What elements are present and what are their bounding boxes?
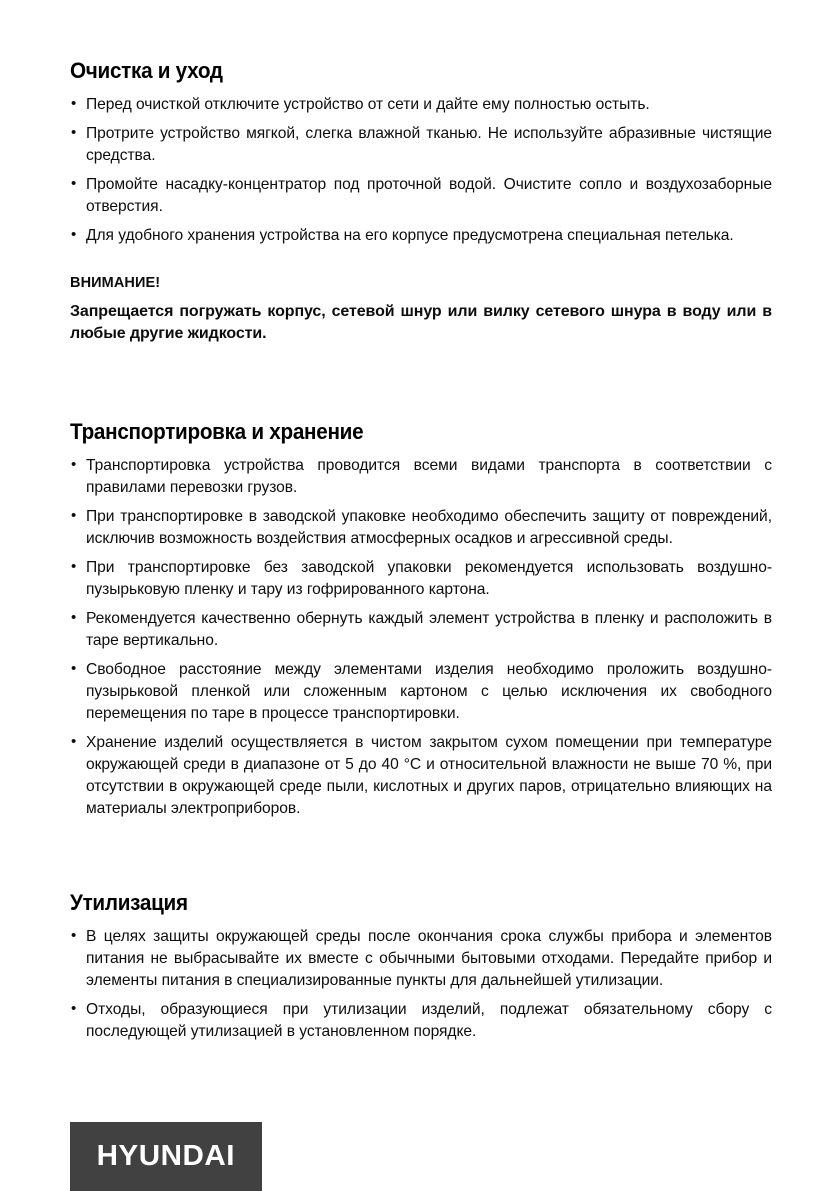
list-item-text: • В целях защиты окружающей среды после окончания срока службы прибора и элементов питания не выбрасывайте их вместе с обычными бытовыми отходами. Передайте прибор и элементы питания в специализированные пункты для дальнейшей утилизации. [86,928,772,989]
list-item-text: • При транспортировке без заводской упаковки рекомендуется использовать воздушно-пузырьковую пленку и тару из гофрированного картона. [86,559,772,598]
section-heading-disposal: Утилизация [70,890,188,915]
list-item [70,455,772,499]
document-content [70,58,772,1043]
list-item [70,926,772,992]
list-item-text: • Промойте насадку-концентратор под проточной водой. Очистите сопло и воздухозаборные отверстия. [86,176,772,215]
list-item-text: • Отходы, образующиеся при утилизации изделий, подлежат обязательному сбору с последующей утилизацией в установленном порядке. [86,1001,772,1040]
list-item [70,557,772,601]
list-item-text: • Рекомендуется качественно обернуть каждый элемент устройства в пленку и расположить в таре вертикально. [86,610,772,649]
list-item-text: • Перед очисткой отключите устройство от сети и дайте ему полностью остыть. [86,96,650,113]
section-cleaning-and-care [70,58,772,247]
bullet-list-cleaning-and-care [70,94,772,247]
hyundai-logo [70,1122,262,1191]
bullet-list-transport-and-storage [70,455,772,820]
list-item-text: • Хранение изделий осуществляется в чистом закрытом сухом помещении при температуре окружающей среди в диапазоне от 5 до 40 °С и относительной влажности не выше 70 %, при отсутствии в окружающей среде пыли, кислотных и других паров, отрицательно влияющих на материалы электроприборов. [86,734,772,817]
hyundai-logo-text: HYUNDAI [96,1140,236,1172]
list-item [70,174,772,218]
list-item [70,732,772,820]
warning-block [70,273,772,345]
list-item-text: • Транспортировка устройства проводится всеми видами транспорта в соответствии с правилами перевозки грузов. [86,457,772,496]
list-item [70,123,772,167]
section-heading-cleaning-and-care: Очистка и уход [70,58,223,83]
list-item-text: • При транспортировке в заводской упаковке необходимо обеспечить защиту от повреждений, исключив возможность воздействия атмосферных осадков и агрессивной среды. [86,508,772,547]
list-item-text: • Протрите устройство мягкой, слегка влажной тканью. Не используйте абразивные чистящие средства. [86,125,772,164]
warning-body-text: Запрещается погружать корпус, сетевой шнур или вилку сетевого шнура в воду или в любые другие жидкости. [70,303,772,342]
list-item [70,225,772,247]
section-spacer [70,345,772,419]
bullet-list-disposal [70,926,772,1043]
section-transport-and-storage [70,419,772,820]
section-heading-transport-and-storage: Транспортировка и хранение [70,419,364,444]
section-spacer [70,820,772,890]
list-item-text: • Для удобного хранения устройства на его корпусе предусмотрена специальная петелька. [86,227,734,244]
list-item [70,608,772,652]
list-item [70,506,772,550]
list-item [70,999,772,1043]
warning-title: ВНИМАНИЕ! [70,275,161,291]
list-item [70,94,772,116]
section-disposal [70,890,772,1043]
list-item [70,659,772,725]
list-item-text: • Свободное расстояние между элементами изделия необходимо проложить воздушно-пузырьковой пленкой или сложенным картоном с целью исключения их свободного перемещения по таре в процессе транспортировки. [86,661,772,722]
